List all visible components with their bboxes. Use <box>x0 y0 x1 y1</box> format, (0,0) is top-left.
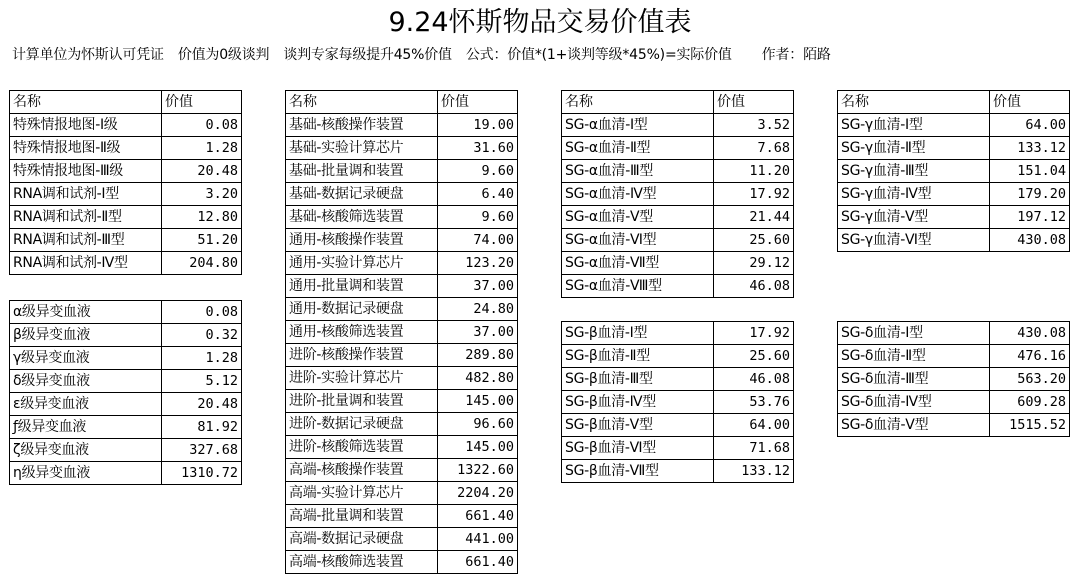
item-name: 高端-核酸操作装置 <box>286 459 438 482</box>
table-row <box>838 345 1070 368</box>
item-value: 0.32 <box>162 324 242 347</box>
table-header-row <box>286 91 518 114</box>
item-name: SG-β血清-Ⅵ型 <box>562 437 714 460</box>
item-value: 133.12 <box>990 137 1070 160</box>
item-value: 31.60 <box>438 137 518 160</box>
item-name: 高端-批量调和装置 <box>286 505 438 528</box>
item-value: 151.04 <box>990 160 1070 183</box>
item-name: SG-γ血清-Ⅰ型 <box>838 114 990 137</box>
table-row <box>286 206 518 229</box>
table-row <box>286 390 518 413</box>
item-name: SG-γ血清-Ⅱ型 <box>838 137 990 160</box>
item-name: 通用-数据记录硬盘 <box>286 298 438 321</box>
table-row <box>10 324 242 347</box>
item-value: 46.08 <box>714 368 794 391</box>
table-row <box>10 347 242 370</box>
item-name: SG-α血清-Ⅷ型 <box>562 275 714 298</box>
item-value: 6.40 <box>438 183 518 206</box>
subtitle-unit: 计算单位为怀斯认可凭证 <box>12 47 164 63</box>
table-row <box>10 252 242 275</box>
item-value: 46.08 <box>714 275 794 298</box>
header-value: 价值 <box>714 91 794 114</box>
item-value: 1515.52 <box>990 414 1070 437</box>
item-name: 进阶-核酸操作装置 <box>286 344 438 367</box>
item-name: 高端-数据记录硬盘 <box>286 528 438 551</box>
item-name: 基础-核酸筛选装置 <box>286 206 438 229</box>
item-value: 1322.60 <box>438 459 518 482</box>
item-value: 20.48 <box>162 160 242 183</box>
table-row <box>286 160 518 183</box>
item-value: 3.20 <box>162 183 242 206</box>
table-row <box>10 137 242 160</box>
item-name: 特殊情报地图-Ⅲ级 <box>10 160 162 183</box>
item-value: 609.28 <box>990 391 1070 414</box>
table-row <box>562 345 794 368</box>
item-value: 123.20 <box>438 252 518 275</box>
item-value: 21.44 <box>714 206 794 229</box>
item-value: 1.28 <box>162 137 242 160</box>
table-row <box>286 298 518 321</box>
header-name: 名称 <box>10 91 162 114</box>
item-value: 145.00 <box>438 390 518 413</box>
subtitle-author: 作者：陌路 <box>761 47 831 63</box>
item-value: 179.20 <box>990 183 1070 206</box>
table-row <box>562 114 794 137</box>
table-row <box>10 183 242 206</box>
table-row <box>10 114 242 137</box>
table-row <box>286 413 518 436</box>
item-name: SG-β血清-Ⅲ型 <box>562 368 714 391</box>
item-value: 24.80 <box>438 298 518 321</box>
item-value: 53.76 <box>714 391 794 414</box>
item-value: 1310.72 <box>162 462 242 485</box>
item-name: 进阶-实验计算芯片 <box>286 367 438 390</box>
item-value: 289.80 <box>438 344 518 367</box>
item-value: 0.08 <box>162 114 242 137</box>
item-name: 进阶-批量调和装置 <box>286 390 438 413</box>
item-value: 37.00 <box>438 321 518 344</box>
item-name: SG-α血清-Ⅱ型 <box>562 137 714 160</box>
item-value: 145.00 <box>438 436 518 459</box>
item-name: RNA调和试剂-Ⅰ型 <box>10 183 162 206</box>
item-name: α级异变血液 <box>10 301 162 324</box>
item-value: 64.00 <box>990 114 1070 137</box>
subtitle-expert: 谈判专家每级提升45%价值 <box>283 47 452 63</box>
table-row <box>286 137 518 160</box>
table-intel <box>9 90 242 275</box>
header-name: 名称 <box>838 91 990 114</box>
table-row <box>838 183 1070 206</box>
item-name: SG-γ血清-Ⅲ型 <box>838 160 990 183</box>
table-row <box>838 322 1070 345</box>
item-name: 通用-实验计算芯片 <box>286 252 438 275</box>
item-name: SG-β血清-Ⅱ型 <box>562 345 714 368</box>
item-value: 2204.20 <box>438 482 518 505</box>
subtitle-base: 价值为0级谈判 <box>177 47 270 63</box>
table-row <box>562 275 794 298</box>
item-value: 11.20 <box>714 160 794 183</box>
table-row <box>10 416 242 439</box>
item-value: 25.60 <box>714 345 794 368</box>
table-gamma-serum <box>837 90 1070 252</box>
item-value: 3.52 <box>714 114 794 137</box>
table-row <box>562 460 794 483</box>
item-name: 基础-数据记录硬盘 <box>286 183 438 206</box>
item-value: 7.68 <box>714 137 794 160</box>
item-name: 特殊情报地图-Ⅰ级 <box>10 114 162 137</box>
table-row <box>838 391 1070 414</box>
item-name: ε级异变血液 <box>10 393 162 416</box>
table-row <box>562 229 794 252</box>
item-value: 64.00 <box>714 414 794 437</box>
item-value: 29.12 <box>714 252 794 275</box>
table-row <box>10 439 242 462</box>
table-alpha-serum <box>561 90 794 298</box>
table-row <box>286 436 518 459</box>
table-row <box>838 368 1070 391</box>
item-name: SG-α血清-Ⅶ型 <box>562 252 714 275</box>
item-value: 476.16 <box>990 345 1070 368</box>
item-value: 9.60 <box>438 206 518 229</box>
table-beta-serum <box>561 321 794 483</box>
table-row <box>286 551 518 574</box>
item-name: ζ级异变血液 <box>10 439 162 462</box>
page-title: 9.24怀斯物品交易价值表 <box>388 7 692 38</box>
table-row <box>286 344 518 367</box>
item-name: SG-β血清-Ⅳ型 <box>562 391 714 414</box>
table-row <box>562 137 794 160</box>
item-value: 19.00 <box>438 114 518 137</box>
item-name: SG-β血清-Ⅰ型 <box>562 322 714 345</box>
table-row <box>286 367 518 390</box>
table-row <box>286 505 518 528</box>
item-value: 17.92 <box>714 322 794 345</box>
item-value: 563.20 <box>990 368 1070 391</box>
item-value: 20.48 <box>162 393 242 416</box>
table-row <box>286 114 518 137</box>
table-row <box>838 137 1070 160</box>
item-name: SG-α血清-Ⅲ型 <box>562 160 714 183</box>
table-row <box>10 393 242 416</box>
table-row <box>10 301 242 324</box>
item-value: 0.08 <box>162 301 242 324</box>
item-value: 441.00 <box>438 528 518 551</box>
header-name: 名称 <box>286 91 438 114</box>
item-name: 基础-实验计算芯片 <box>286 137 438 160</box>
item-name: 通用-批量调和装置 <box>286 275 438 298</box>
table-blood <box>9 300 242 485</box>
table-header-row <box>838 91 1070 114</box>
table-row <box>10 160 242 183</box>
table-row <box>562 437 794 460</box>
table-row <box>562 160 794 183</box>
subtitle-formula: 公式：价值*(1+谈判等级*45%)=实际价值 <box>465 47 732 63</box>
item-name: SG-α血清-Ⅵ型 <box>562 229 714 252</box>
item-value: 81.92 <box>162 416 242 439</box>
item-name: 高端-实验计算芯片 <box>286 482 438 505</box>
item-name: SG-α血清-Ⅳ型 <box>562 183 714 206</box>
table-row <box>562 368 794 391</box>
item-value: 51.20 <box>162 229 242 252</box>
item-name: SG-α血清-Ⅴ型 <box>562 206 714 229</box>
item-value: 204.80 <box>162 252 242 275</box>
header-value: 价值 <box>990 91 1070 114</box>
item-value: 12.80 <box>162 206 242 229</box>
table-delta-serum <box>837 321 1070 437</box>
item-name: η级异变血液 <box>10 462 162 485</box>
table-row <box>286 321 518 344</box>
item-name: RNA调和试剂-Ⅳ型 <box>10 252 162 275</box>
table-equipment <box>285 90 518 574</box>
item-name: 特殊情报地图-Ⅱ级 <box>10 137 162 160</box>
item-name: γ级异变血液 <box>10 347 162 370</box>
table-header-row <box>562 91 794 114</box>
item-name: δ级异变血液 <box>10 370 162 393</box>
header-value: 价值 <box>162 91 242 114</box>
table-row <box>286 183 518 206</box>
item-name: 进阶-核酸筛选装置 <box>286 436 438 459</box>
item-value: 327.68 <box>162 439 242 462</box>
item-name: 高端-核酸筛选装置 <box>286 551 438 574</box>
item-name: 通用-核酸筛选装置 <box>286 321 438 344</box>
item-name: SG-δ血清-Ⅴ型 <box>838 414 990 437</box>
table-row <box>10 370 242 393</box>
item-name: RNA调和试剂-Ⅱ型 <box>10 206 162 229</box>
item-value: 430.08 <box>990 229 1070 252</box>
header-value: 价值 <box>438 91 518 114</box>
item-name: RNA调和试剂-Ⅲ型 <box>10 229 162 252</box>
item-value: 37.00 <box>438 275 518 298</box>
item-value: 661.40 <box>438 505 518 528</box>
table-row <box>838 229 1070 252</box>
item-name: ƒ级异变血液 <box>10 416 162 439</box>
table-row <box>286 229 518 252</box>
table-row <box>10 206 242 229</box>
table-row <box>838 114 1070 137</box>
table-header-row <box>10 91 242 114</box>
item-name: SG-δ血清-Ⅲ型 <box>838 368 990 391</box>
item-value: 74.00 <box>438 229 518 252</box>
item-name: 基础-批量调和装置 <box>286 160 438 183</box>
item-name: SG-γ血清-Ⅳ型 <box>838 183 990 206</box>
item-value: 661.40 <box>438 551 518 574</box>
table-row <box>562 252 794 275</box>
table-row <box>286 528 518 551</box>
item-name: 通用-核酸操作装置 <box>286 229 438 252</box>
item-value: 25.60 <box>714 229 794 252</box>
table-row <box>10 229 242 252</box>
item-name: SG-α血清-Ⅰ型 <box>562 114 714 137</box>
table-row <box>286 252 518 275</box>
item-value: 1.28 <box>162 347 242 370</box>
item-name: SG-β血清-Ⅴ型 <box>562 414 714 437</box>
table-row <box>286 275 518 298</box>
item-name: SG-β血清-Ⅶ型 <box>562 460 714 483</box>
item-name: β级异变血液 <box>10 324 162 347</box>
table-row <box>562 183 794 206</box>
item-value: 197.12 <box>990 206 1070 229</box>
item-value: 482.80 <box>438 367 518 390</box>
item-value: 133.12 <box>714 460 794 483</box>
table-row <box>562 322 794 345</box>
subtitle-bar <box>12 45 845 65</box>
table-row <box>562 414 794 437</box>
item-name: SG-δ血清-Ⅰ型 <box>838 322 990 345</box>
item-value: 5.12 <box>162 370 242 393</box>
item-value: 17.92 <box>714 183 794 206</box>
item-name: SG-δ血清-Ⅳ型 <box>838 391 990 414</box>
item-value: 71.68 <box>714 437 794 460</box>
table-row <box>286 482 518 505</box>
table-row <box>838 414 1070 437</box>
item-value: 9.60 <box>438 160 518 183</box>
item-name: SG-γ血清-Ⅵ型 <box>838 229 990 252</box>
table-row <box>10 462 242 485</box>
item-name: SG-γ血清-Ⅴ型 <box>838 206 990 229</box>
item-name: SG-δ血清-Ⅱ型 <box>838 345 990 368</box>
table-row <box>286 459 518 482</box>
table-row <box>562 206 794 229</box>
item-name: 基础-核酸操作装置 <box>286 114 438 137</box>
item-value: 96.60 <box>438 413 518 436</box>
item-name: 进阶-数据记录硬盘 <box>286 413 438 436</box>
table-row <box>838 206 1070 229</box>
item-value: 430.08 <box>990 322 1070 345</box>
table-row <box>562 391 794 414</box>
header-name: 名称 <box>562 91 714 114</box>
table-row <box>838 160 1070 183</box>
